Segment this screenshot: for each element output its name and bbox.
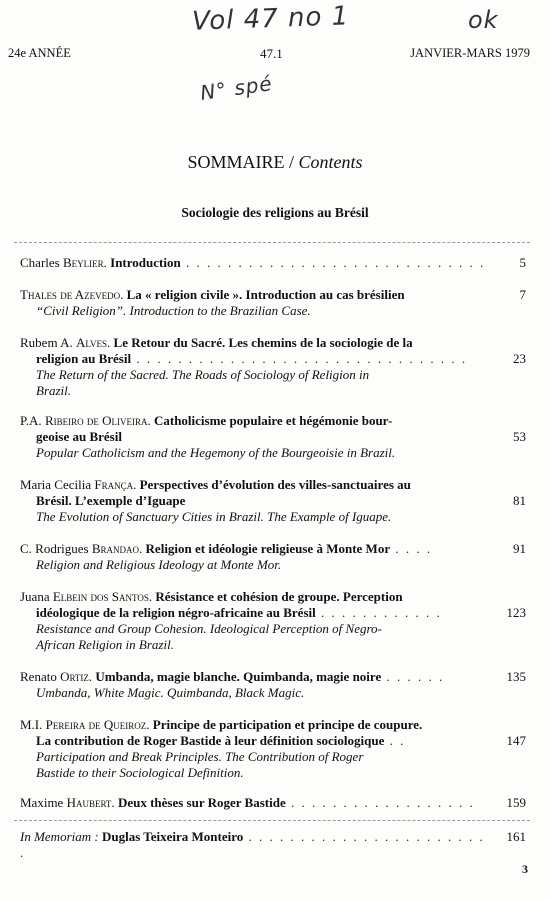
page-number: 159 bbox=[506, 795, 526, 810]
english-title: The Return of the Sacred. The Roads of Sociology of Religion in bbox=[36, 367, 370, 382]
author-last: Elbein dos Santos. bbox=[52, 589, 153, 604]
page-number: 53 bbox=[513, 429, 526, 444]
page-number: 123 bbox=[506, 605, 526, 620]
leader-dots: . . . . . . bbox=[381, 669, 445, 684]
author-last: Haubert. bbox=[66, 795, 115, 810]
leader-dots: . . bbox=[384, 733, 406, 748]
english-title: Umbanda, White Magic. Quimbanda, Black Magic. bbox=[36, 685, 305, 700]
handwritten-volume-note: Vol 47 no 1 bbox=[191, 1, 350, 37]
memoriam-label: In Memoriam : bbox=[20, 829, 99, 844]
author-first: Juana bbox=[20, 589, 50, 604]
toc-entry bbox=[20, 255, 490, 271]
article-title: Introduction bbox=[110, 255, 181, 270]
author-first: Charles bbox=[20, 255, 60, 270]
toc-entry bbox=[20, 413, 490, 461]
article-title: Duglas Teixeira Monteiro bbox=[101, 829, 244, 844]
toc-entry bbox=[20, 477, 490, 525]
toc-entry bbox=[20, 287, 490, 319]
article-title: Catholicisme populaire et hégémonie bour- bbox=[153, 413, 393, 428]
author-last: Pereira de Queiroz. bbox=[45, 717, 150, 732]
page-number: 81 bbox=[513, 493, 526, 508]
english-title: The Evolution of Sanctuary Cities in Brazil. The Example of Iguape. bbox=[36, 509, 392, 524]
leader-dots: . . . . bbox=[390, 541, 433, 556]
english-title: Popular Catholicism and the Hegemony of the Bourgeoisie in Brazil. bbox=[36, 445, 396, 460]
author-last: de Azevedo. bbox=[60, 287, 124, 302]
title-fr: SOMMAIRE / bbox=[187, 152, 294, 172]
article-title: Principe de participation et principe de coupure. bbox=[152, 717, 423, 732]
leader-dots: . . . . . . . . . . . . . . . . . . . . . . . . . . . . . bbox=[180, 255, 486, 270]
article-title-cont: Brésil. L’exemple d’Iguape bbox=[36, 493, 186, 508]
leader-dots: . . . . . . . . . . . . bbox=[315, 605, 442, 620]
title-en: Contents bbox=[298, 152, 363, 172]
author-first: Rubem A. bbox=[20, 335, 73, 350]
leader-dots: . . . . . . . . . . . . . . . . . . . . . . . . . . . . . . . . bbox=[131, 351, 468, 366]
english-title: Participation and Break Principles. The Contribution of Roger bbox=[36, 749, 364, 764]
page-number: 91 bbox=[513, 541, 526, 556]
english-title-cont: African Religion in Brazil. bbox=[36, 637, 174, 652]
author-last: Ribeiro de Oliveira. bbox=[44, 413, 151, 428]
author-first: Maria Cecilia bbox=[20, 477, 92, 492]
article-title: Résistance et cohésion de groupe. Perception bbox=[155, 589, 403, 604]
article-title: Umbanda, magie blanche. Quimbanda, magie noire bbox=[95, 669, 382, 684]
article-title: Perspectives d’évolution des villes-sanctuaires au bbox=[139, 477, 411, 492]
english-title: “Civil Religion”. Introduction to the Brazilian Case. bbox=[36, 303, 311, 318]
article-title: Religion et idéologie religieuse à Monte Mor bbox=[145, 541, 391, 556]
handwritten-special-note: N° spé bbox=[198, 71, 275, 105]
handwritten-ok-note: ok bbox=[468, 6, 499, 34]
leader-dots: . . . . . . . . . . . . . . . . . . bbox=[285, 795, 475, 810]
author-last: Ortiz. bbox=[60, 669, 93, 684]
article-title-cont: geoise au Brésil bbox=[36, 429, 122, 444]
author-first: Maxime bbox=[20, 795, 64, 810]
page-number: 7 bbox=[519, 287, 526, 302]
toc-entry bbox=[20, 335, 490, 399]
article-title-cont: La contribution de Roger Bastide à leur définition sociologique bbox=[36, 733, 385, 748]
section-subtitle: Sociologie des religions au Brésil bbox=[181, 205, 369, 220]
page-number: 161 bbox=[506, 829, 526, 844]
english-title: Religion and Religious Ideology at Monte Mor. bbox=[36, 557, 282, 572]
toc-entry bbox=[20, 795, 490, 811]
page-number: 23 bbox=[513, 351, 526, 366]
toc-entry bbox=[20, 541, 490, 573]
page-number: 147 bbox=[506, 733, 526, 748]
english-title-cont: Brazil. bbox=[36, 383, 72, 398]
article-title: La « religion civile ». Introduction au cas brésilien bbox=[126, 287, 405, 302]
article-title-cont: idéologique de la religion négro-africaine au Brésil bbox=[36, 605, 316, 620]
author-first: P.A. bbox=[20, 413, 42, 428]
toc-entry bbox=[20, 669, 490, 701]
divider bbox=[14, 820, 530, 821]
page-number: 135 bbox=[506, 669, 526, 684]
author-last: Brandao. bbox=[91, 541, 143, 556]
author-last: Alves. bbox=[75, 335, 111, 350]
toc-entry bbox=[20, 829, 490, 861]
article-title: Le Retour du Sacré. Les chemins de la sociologie de la bbox=[113, 335, 413, 350]
author-first: Thales bbox=[20, 287, 57, 302]
header-issue-number: 47.1 bbox=[260, 46, 283, 61]
toc-entry bbox=[20, 717, 490, 781]
header-year: 24e ANNÉE bbox=[8, 46, 71, 60]
leader-dots: . . . . . . . . . . . . . . . . . . . . . . . . bbox=[20, 829, 485, 860]
header-date: JANVIER-MARS 1979 bbox=[410, 46, 530, 60]
author-first: M.I. bbox=[20, 717, 43, 732]
author-first: Renato bbox=[20, 669, 57, 684]
author-first: C. Rodrigues bbox=[20, 541, 89, 556]
article-title: Deux thèses sur Roger Bastide bbox=[117, 795, 286, 810]
article-title-cont: religion au Brésil bbox=[36, 351, 132, 366]
page-number: 5 bbox=[519, 255, 526, 270]
folio-number: 3 bbox=[522, 862, 528, 876]
english-title: Resistance and Group Cohesion. Ideological Perception of Negro- bbox=[36, 621, 382, 636]
author-last: França. bbox=[94, 477, 137, 492]
english-title-cont: Bastide to their Sociological Definition. bbox=[36, 765, 244, 780]
author-last: Beylier. bbox=[62, 255, 107, 270]
divider bbox=[14, 242, 530, 243]
toc-entry bbox=[20, 589, 490, 653]
page-title bbox=[0, 152, 550, 173]
